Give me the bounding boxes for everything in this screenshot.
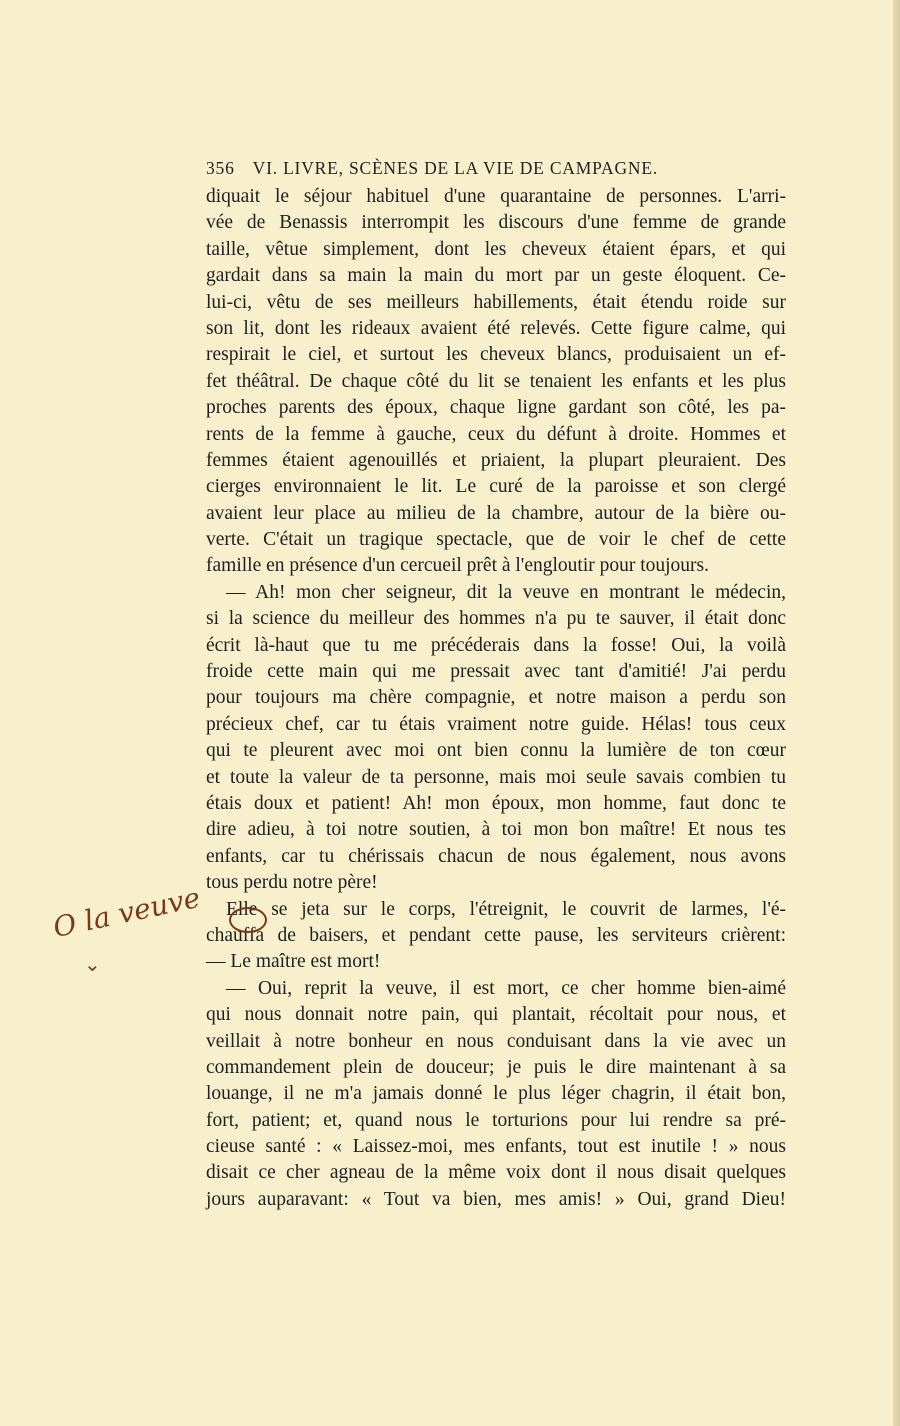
text-line: qui te pleurent avec moi ont bien connu la lumière de ton cœur xyxy=(206,740,786,762)
text-line: rents de la femme à gauche, ceux du défunt à droite. Hommes et xyxy=(206,423,786,445)
text-line: froide cette main qui me pressait avec tant d'amitié! J'ai perdu xyxy=(206,661,786,683)
text-line: vée de Benassis interrompit les discours d'une femme de grande xyxy=(206,212,786,234)
text-line: cieuse santé : « Laissez-moi, mes enfants, tout est inutile ! » nous xyxy=(206,1136,786,1158)
text-line: fet théâtral. De chaque côté du lit se tenaient les enfants et les plus xyxy=(206,370,786,392)
text-line: enfants, car tu chérissais chacun de nous également, nous avons xyxy=(206,845,786,867)
text-line: fort, patient; et, quand nous le torturions pour lui rendre sa pré- xyxy=(206,1109,786,1131)
text-line: — Oui, reprit la veuve, il est mort, ce cher homme bien-aimé xyxy=(226,977,786,999)
page-header xyxy=(206,158,786,179)
text-line: diquait le séjour habituel d'une quarantaine de personnes. L'arri- xyxy=(206,186,786,207)
text-line: Elle se jeta sur le corps, l'étreignit, le couvrit de larmes, l'é- xyxy=(226,898,786,920)
text-line: — Le maître est mort! xyxy=(206,951,381,973)
body-text xyxy=(206,184,786,1213)
text-line: tous perdu notre père! xyxy=(206,872,378,894)
handwritten-annotation: O la veuve xyxy=(50,880,204,945)
text-line: louange, il ne m'a jamais donné le plus léger chagrin, il était bon, xyxy=(206,1083,786,1105)
text-line: femmes étaient agenouillés et priaient, la plupart pleuraient. Des xyxy=(206,449,786,471)
text-line: précieux chef, car tu étais vraiment notre guide. Hélas! tous ceux xyxy=(206,713,786,735)
page-edge xyxy=(893,0,900,1426)
text-line: lui-ci, vêtu de ses meilleurs habillements, était étendu roide sur xyxy=(206,291,786,313)
text-line: gardait dans sa main la main du mort par un geste éloquent. Ce- xyxy=(206,265,786,287)
text-line: son lit, dont les rideaux avaient été relevés. Cette figure calme, qui xyxy=(206,317,786,339)
text-line: famille en présence d'un cercueil prêt à l'engloutir pour toujours. xyxy=(206,555,710,577)
text-line: chauffa de baisers, et pendant cette pause, les serviteurs crièrent: xyxy=(206,924,786,946)
text-line: — Ah! mon cher seigneur, dit la veuve en montrant le médecin, xyxy=(226,581,786,603)
text-line: qui nous donnait notre pain, qui plantait, récoltait pour nous, et xyxy=(206,1004,786,1026)
text-line: disait ce cher agneau de la même voix dont il nous disait quelques xyxy=(206,1162,786,1184)
text-line: proches parents des époux, chaque ligne gardant son côté, les pa- xyxy=(206,397,786,419)
text-line: pour toujours ma chère compagnie, et notre maison a perdu son xyxy=(206,687,786,709)
text-line: taille, vêtue simplement, dont les cheveux étaient épars, et qui xyxy=(206,238,786,260)
text-line: veillait à notre bonheur en nous conduisant dans la vie avec un xyxy=(206,1030,786,1052)
text-line: jours auparavant: « Tout va bien, mes amis! » Oui, grand Dieu! xyxy=(206,1188,786,1210)
text-line: verte. C'était un tragique spectacle, que de voir le chef de cette xyxy=(206,529,786,551)
annotation-caret-icon: ⌄ xyxy=(84,952,101,976)
running-title: VI. LIVRE, SCÈNES DE LA VIE DE CAMPAGNE. xyxy=(252,158,659,178)
text-line: cierges environnaient le lit. Le curé de la paroisse et son clergé xyxy=(206,476,786,498)
text-line: respirait le ciel, et surtout les cheveux blancs, produisaient un ef- xyxy=(206,344,786,366)
text-line: et toute la valeur de ta personne, mais moi seule savais combien tu xyxy=(206,766,786,788)
text-line: dire adieu, à toi notre soutien, à toi mon bon maître! Et nous tes xyxy=(206,819,786,841)
text-line: avaient leur place au milieu de la chambre, autour de la bière ou- xyxy=(206,502,786,524)
handwritten-circle-mark xyxy=(229,907,267,933)
text-line: écrit là-haut que tu me précéderais dans la fosse! Oui, la voilà xyxy=(206,634,786,656)
page-number: 356 xyxy=(206,158,235,178)
text-line: étais doux et patient! Ah! mon époux, mon homme, faut donc te xyxy=(206,792,786,814)
text-line: commandement plein de douceur; je puis le dire maintenant à sa xyxy=(206,1056,786,1078)
text-line: si la science du meilleur des hommes n'a pu te sauver, il était donc xyxy=(206,608,786,630)
